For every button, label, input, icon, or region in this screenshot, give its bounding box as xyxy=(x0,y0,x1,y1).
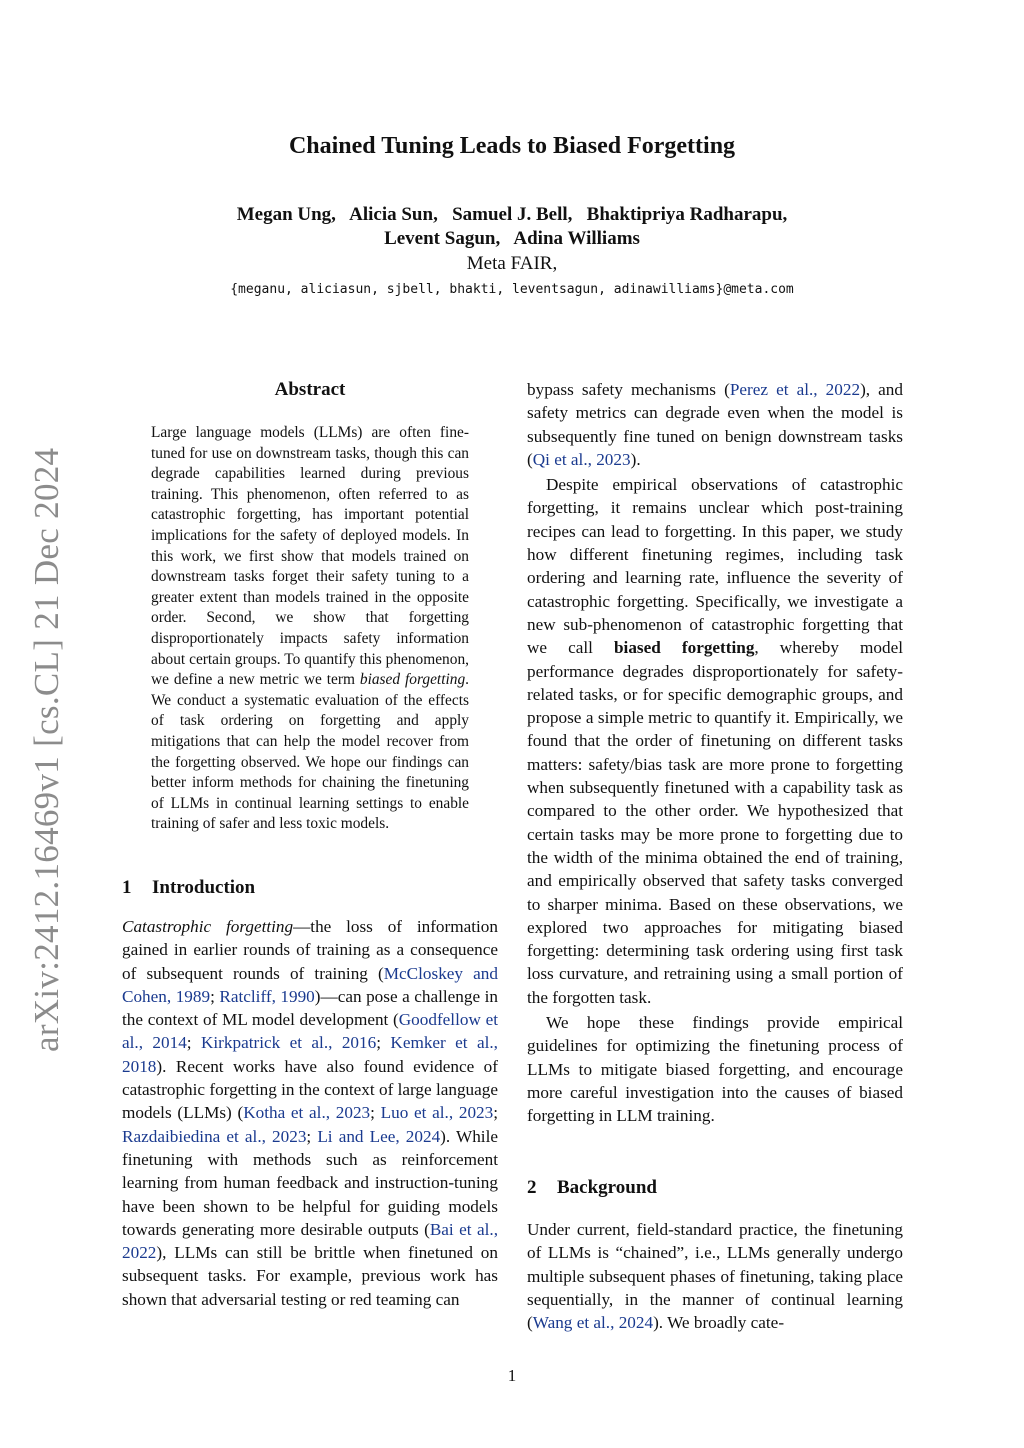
section-heading-introduction xyxy=(122,876,255,900)
left-column-body xyxy=(122,915,498,1311)
text-run: ; xyxy=(306,1126,318,1146)
text-run: ; xyxy=(370,1103,381,1123)
abstract-emphasis: biased forgetting xyxy=(359,671,466,689)
text-run: ), and safety metrics can degrade even when the model is subsequently fine tuned on benign downstream tasks ( xyxy=(527,380,903,469)
citation-link[interactable]: McCloskey and Cohen, 1989 xyxy=(122,963,498,1006)
abstract-text-part: Large language models (LLMs) are often fine-tuned for use on downstream tasks, though this can degrade capabilities learned during previous training. This phenomenon, often referred to as catastrophic forgetting, has important potential implications for the safety of deployed models. In this work, we first show that models trained on downstream tasks forget their safety tuning to a greater extent than models trained in the opposite order. Second, we show that forgetting disproportionately impacts safety information about certain groups. To quantify this phenomenon, we define a new metric we term xyxy=(151,424,469,689)
text-run: ). While finetuning with methods such as reinforcement learning from human feedback and instruction-tuning have been shown to be helpful for guiding models towards generating more desirable outputs ( xyxy=(122,1126,498,1239)
text-run: ; xyxy=(376,1033,391,1053)
author-line-2: Levent Sagun, Adina Williams xyxy=(384,228,640,249)
text-run: bypass safety mechanisms ( xyxy=(527,380,730,399)
text-run: ; xyxy=(493,1103,499,1123)
section-title: Background xyxy=(557,1177,657,1198)
text-run: , whereby model performance degrades disproportionately for safety-related tasks, or for specific demographic groups, and propose a simple metric to quantify it. Empirically, we found that the order of finetuning on different tasks matters: safety/bias task are more prone to forgetting when subsequently finetuned with a capability task as compared to the other order. We hypothesized that certain tasks may be more prone to forgetting due to the width of the minima obtained the end of training, and empirically observed that safety tasks converged to sharper minima. Based on these observations, we explored two approaches for mitigating biased forgetting: determining task ordering using first task loss curvature, and retraining using a small portion of the forgotten task. xyxy=(527,638,903,1007)
section-number: 1 xyxy=(122,877,132,898)
bold-term: biased forgetting xyxy=(614,638,755,658)
section-heading-background xyxy=(527,1176,657,1200)
citation-link[interactable]: Li and Lee, 2024 xyxy=(317,1126,441,1146)
citation-link[interactable]: Kemker et al., 2018 xyxy=(122,1033,498,1076)
text-run: )—can pose a challenge in the context of ML model development ( xyxy=(122,986,498,1030)
citation-link[interactable]: Goodfellow et al., 2014 xyxy=(122,1010,498,1053)
text-run: ; xyxy=(186,1033,201,1053)
right-column-body xyxy=(527,378,903,1128)
text-run: ). Recent works have also found evidence of catastrophic forgetting in the context of large language models (LLMs) ( xyxy=(122,1056,498,1123)
paragraph: We hope these findings provide empirical guidelines for optimizing the finetuning process of LLMs to mitigate biased forgetting, and encourage more careful investigation into the causes of biased forgetting in LLM training. xyxy=(527,1013,903,1126)
citation-link[interactable]: Perez et al., 2022 xyxy=(729,380,861,399)
paragraph xyxy=(527,378,903,471)
text-run: ). We broadly cate- xyxy=(653,1313,785,1333)
text-run: ; xyxy=(210,986,220,1006)
author-emails: {meganu, aliciasun, sjbell, bhakti, leventsagun, adinawilliams}@meta.com xyxy=(230,282,794,297)
citation-link[interactable]: Kotha et al., 2023 xyxy=(243,1103,371,1123)
citation-link[interactable]: Kirkpatrick et al., 2016 xyxy=(200,1033,377,1053)
page-number: 1 xyxy=(507,1366,517,1385)
paragraph xyxy=(122,915,498,1311)
affiliation: Meta FAIR, xyxy=(466,253,558,274)
abstract-body xyxy=(151,423,469,835)
paper-title: Chained Tuning Leads to Biased Forgetting xyxy=(288,133,736,159)
text-run: ), LLMs can still be brittle when finetuned on subsequent tasks. For example, previous work has shown that adversarial testing or red teaming can xyxy=(122,1243,498,1309)
section-number: 2 xyxy=(527,1177,537,1198)
citation-link[interactable]: Ratcliff, 1990 xyxy=(219,986,315,1006)
paragraph xyxy=(527,473,903,1009)
emphasis: Catastrophic forgetting xyxy=(122,917,294,936)
citation-link[interactable]: Luo et al., 2023 xyxy=(380,1103,494,1123)
arxiv-identifier: arXiv:2412.16469v1 [cs.CL] 21 Dec 2024 xyxy=(27,447,66,1052)
text-run: —the loss of information gained in earlier rounds of training as a consequence of subsequent rounds of training ( xyxy=(122,917,498,983)
citation-link[interactable]: Bai et al., 2022 xyxy=(122,1219,498,1263)
author-line-1: Megan Ung, Alicia Sun, Samuel J. Bell, Bhaktipriya Radharapu, xyxy=(236,204,788,225)
citation-link[interactable]: Razdaibiedina et al., 2023 xyxy=(122,1126,307,1146)
paragraph xyxy=(527,1218,903,1334)
citation-link[interactable]: Qi et al., 2023 xyxy=(532,449,631,469)
section-title: Introduction xyxy=(152,877,256,898)
author-list xyxy=(0,203,1024,251)
citation-link[interactable]: Wang et al., 2024 xyxy=(532,1313,654,1333)
abstract-text-part: . We conduct a systematic evaluation of the effects of task ordering on forgetting and apply mitigations that can help the model recover from the forgetting observed. We hope our findings can better inform methods for chaining the finetuning of LLMs in continual learning settings to enable training of safer and less toxic models. xyxy=(151,671,470,833)
text-run: Under current, field-standard practice, the finetuning of LLMs is “chained”, i.e., LLMs generally undergo multiple subsequent phases of finetuning, taking place sequentially, in the manner of continual learning ( xyxy=(527,1220,903,1333)
text-run: ). xyxy=(630,449,641,469)
text-run: Despite empirical observations of catastrophic forgetting, it remains unclear which post-training recipes can lead to forgetting. In this paper, we study how different finetuning regimes, including task ordering and learning rate, influence the severity of catastrophic forgetting. Specifically, we investigate a new sub-phenomenon of catastrophic forgetting that we call xyxy=(527,475,903,658)
background-body xyxy=(527,1218,903,1334)
abstract-heading: Abstract xyxy=(274,379,346,400)
